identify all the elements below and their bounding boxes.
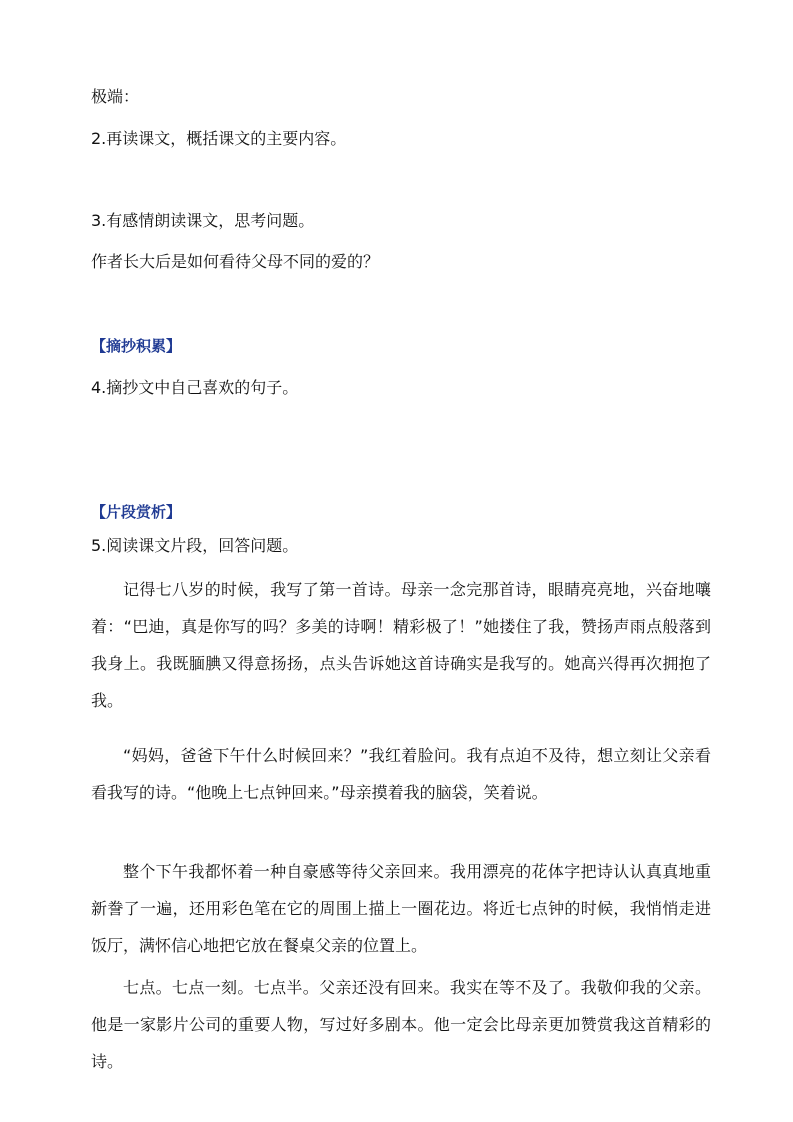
section-heading-excerpt: 【摘抄积累】 [91,337,182,355]
question-3-prompt: 作者长大后是如何看待父母不同的爱的？ [91,252,380,271]
section-heading-appreciation: 【片段赏析】 [91,503,182,521]
question-2: 2.再读课文，概括课文的主要内容。 [91,129,347,148]
text-line-extreme: 极端： [91,87,140,106]
passage-paragraph-4: 七点。七点一刻。七点半。父亲还没有回来。我实在等不及了。我敬仰我的父亲。他是一家影片公司的重要人物，写过好多剧本。他一定会比母亲更加赞赏我这首精彩的诗。 [91,978,711,1071]
question-3: 3.有感情朗读课文，思考问题。 [91,211,315,230]
passage-paragraph-3: 整个下午我都怀着一种自豪感等待父亲回来。我用漂亮的花体字把诗认认真真地重新誊了一遍，还用彩色笔在它的周围上描上一圈花边。将近七点钟的时候，我悄悄走进饭厅，满怀信心地把它放在餐桌父亲的位置上。 [91,862,711,955]
passage-paragraph-2: “妈妈，爸爸下午什么时候回来？”我红着脸问。我有点迫不及待，想立刻让父亲看看我写的诗。“他晚上七点钟回来。”母亲摸着我的脑袋，笑着说。 [91,746,711,802]
question-4: 4.摘抄文中自己喜欢的句子。 [91,378,299,397]
passage-paragraph-1: 记得七八岁的时候，我写了第一首诗。母亲一念完那首诗，眼睛亮亮地，兴奋地嚷着：“巴迪，真是你写的吗？多美的诗啊！精彩极了！”她搂住了我，赞扬声雨点般落到我身上。我既腼腆又得意扬扬，点头告诉她这首诗确实是我写的。她高兴得再次拥抱了我。 [91,580,711,710]
question-5: 5.阅读课文片段，回答问题。 [91,536,299,555]
